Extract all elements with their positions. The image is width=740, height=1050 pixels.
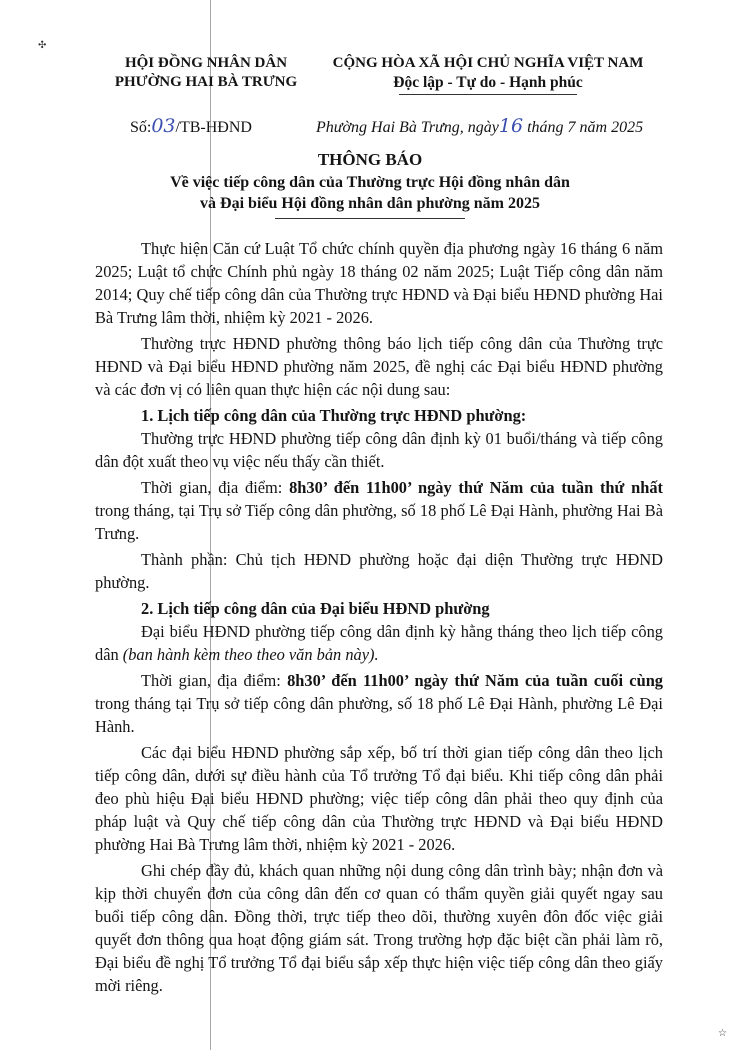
paragraph-standing-schedule: Thường trực HĐND phường tiếp công dân định kỳ 01 buổi/tháng và tiếp công dân đột xuất theo vụ việc nếu thấy cần thiết. xyxy=(95,429,663,471)
scan-mark-top-left: ✣ xyxy=(38,40,47,51)
paragraph-delegate-time-place xyxy=(95,669,663,738)
title-underline xyxy=(275,218,465,219)
place-text: trong tháng, tại Trụ sở Tiếp công dân phường, số 18 phố Lê Đại Hành, phường Hai Bà Trưng. xyxy=(95,501,663,543)
delegate-schedule-text: Đại biểu HĐND phường tiếp công dân định kỳ hằng tháng theo lịch tiếp công dân xyxy=(95,622,663,664)
org-line-1: HỘI ĐỒNG NHÂN DÂN xyxy=(124,55,288,71)
subtitle-line-2: và Đại biểu Hội đồng nhân dân phường năm 2025 xyxy=(200,195,540,212)
section-heading-2: 2. Lịch tiếp công dân của Đại biểu HĐND phường xyxy=(141,599,490,618)
delegate-schedule-note: (ban hành kèm theo theo văn bản này). xyxy=(122,645,379,664)
paragraph-standing-members: Thành phần: Chủ tịch HĐND phường hoặc đại diện Thường trực HĐND phường. xyxy=(95,550,663,592)
doc-number-suffix: /TB-HĐND xyxy=(175,119,252,136)
place-text: trong tháng tại Trụ sở tiếp công dân phường, số 18 phố Lê Đại Hành, phường Lê Đại Hành. xyxy=(95,694,663,736)
date-prefix: Phường Hai Bà Trưng, ngày xyxy=(316,119,499,136)
paragraph-standing-time-place xyxy=(95,476,663,545)
motto-underline xyxy=(399,94,577,95)
paragraph-legal-basis: Thực hiện Căn cứ Luật Tổ chức chính quyền địa phương ngày 16 tháng 6 năm 2025; Luật tổ chức Chính phủ ngày 18 tháng 02 năm 2025; Luật Tiếp công dân năm 2014; Quy chế tiếp công dân của Thường trực HĐND và Đại biểu HĐND phường Hai Bà Trưng lâm thời, nhiệm kỳ 2021 - 2026. xyxy=(95,239,663,327)
time-place-label: Thời gian, địa điểm: xyxy=(141,478,290,497)
time-highlight: 8h30’ đến 11h00’ ngày thứ Năm của tuần thứ nhất xyxy=(289,478,663,497)
scan-mark-bottom-right: ☆ xyxy=(718,1028,727,1039)
national-heading xyxy=(318,54,658,95)
issue-date xyxy=(316,115,643,137)
org-line-2: PHƯỜNG HAI BÀ TRƯNG xyxy=(114,74,298,90)
doc-number-prefix: Số: xyxy=(130,119,152,136)
document-subtitle xyxy=(0,172,740,214)
national-motto: Độc lập - Tự do - Hạnh phúc xyxy=(393,74,583,91)
section-heading-1: 1. Lịch tiếp công dân của Thường trực HĐND phường: xyxy=(141,406,527,425)
subtitle-line-1: Về việc tiếp công dân của Thường trực Hội đồng nhân dân xyxy=(170,174,570,191)
date-suffix: tháng 7 năm 2025 xyxy=(523,119,644,136)
paragraph-delegate-schedule xyxy=(95,620,663,666)
paragraph-recording-followup: Ghi chép đầy đủ, khách quan những nội dung công dân trình bày; nhận đơn và kịp thời chuyển đơn của công dân đến cơ quan có thẩm quyền giải quyết ngay sau buổi tiếp công dân. Đồng thời, trực tiếp theo dõi, thường xuyên đôn đốc việc giải quyết đơn thông qua hoạt động giám sát. Trong trường hợp đặc biệt cần phải làm rõ, Đại biểu đề nghị Tổ trưởng Tổ đại biểu sắp xếp thực hiện việc tiếp công dân theo giấy mời riêng. xyxy=(95,861,663,995)
time-place-label: Thời gian, địa điểm: xyxy=(141,671,288,690)
nation-name: CỘNG HÒA XÃ HỘI CHỦ NGHĨA VIỆT NAM xyxy=(332,55,644,71)
document-title: THÔNG BÁO xyxy=(317,150,423,169)
date-day-handwritten: 16 xyxy=(498,115,524,137)
document-number xyxy=(130,115,252,137)
issuing-organization xyxy=(96,54,316,92)
paragraph-delegate-arrangement: Các đại biểu HĐND phường sắp xếp, bố trí thời gian tiếp công dân theo lịch tiếp công dân, dưới sự điều hành của Tổ trưởng Tổ đại biểu. Khi tiếp công dân phải đeo phù hiệu Đại biểu HĐND phường; việc tiếp công dân phải theo quy định của pháp luật và Quy chế tiếp công dân của Thường trực HĐND và Đại biểu HĐND phường Hai Bà Trưng lâm thời, nhiệm kỳ 2021 - 2026. xyxy=(95,743,663,854)
paragraph-announcement: Thường trực HĐND phường thông báo lịch tiếp công dân của Thường trực HĐND và Đại biểu HĐND phường năm 2025, đề nghị các Đại biểu HĐND phường và các đơn vị có liên quan thực hiện các nội dung sau: xyxy=(95,334,663,399)
document-body xyxy=(95,237,663,997)
time-highlight: 8h30’ đến 11h00’ ngày thứ Năm của tuần cuối cùng xyxy=(287,671,663,690)
doc-number-handwritten: 03 xyxy=(151,115,176,137)
